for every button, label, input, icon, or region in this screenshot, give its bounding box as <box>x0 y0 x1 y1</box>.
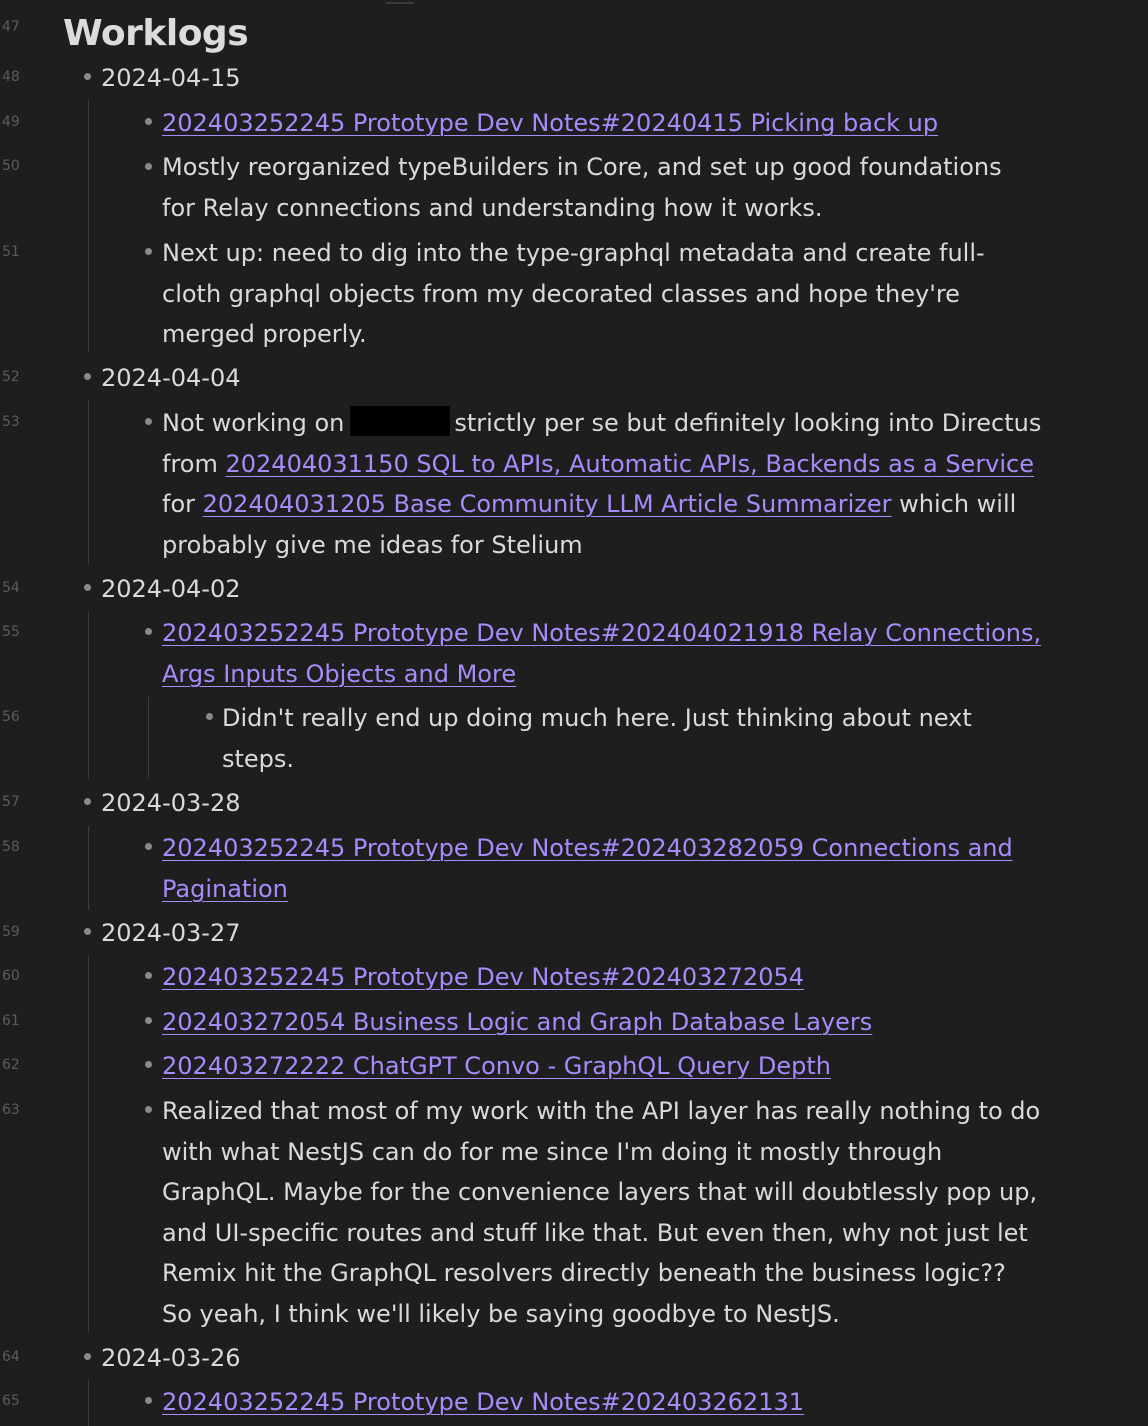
indent-guide <box>88 826 89 910</box>
line-number: 54 <box>2 580 20 596</box>
line-number: 57 <box>2 794 20 810</box>
bullet-icon[interactable] <box>145 163 152 170</box>
line-number: 62 <box>2 1057 20 1073</box>
bullet-icon[interactable] <box>145 418 152 425</box>
text-span: Not working on <box>162 409 345 437</box>
internal-link[interactable]: 202403252245 Prototype Dev Notes#202403262131 <box>162 1388 805 1416</box>
list-item: Realized that most of my work with the API layer has really nothing to do with what NestJS can do for me since I'm doing it mostly through GraphQL. Maybe for the convenience layers that will doubtlessly pop up, and UI-specific routes and stuff like that. But even then, why not just let Remix hit the GraphQL resolvers directly beneath the business logic?? So yeah, I think we'll likely be saying goodbye to NestJS. <box>162 1097 1041 1328</box>
text-span: strictly per se but definitely looking into Directus from <box>162 409 1042 478</box>
bullet-icon[interactable] <box>145 972 152 979</box>
line-number: 50 <box>2 158 20 174</box>
line-number: 58 <box>2 839 20 855</box>
previous-line-fragment <box>386 0 414 4</box>
list-item <box>162 1002 1042 1043</box>
line-number: 61 <box>2 1013 20 1029</box>
line-number: 56 <box>2 709 20 725</box>
bullet-icon[interactable] <box>84 373 91 380</box>
bullet-icon[interactable] <box>145 1397 152 1404</box>
list-item: Next up: need to dig into the type-graphql metadata and create full-cloth graphql objects from my decorated classes and hope they're merged properly. <box>162 239 985 348</box>
date-entry: 2024-03-27 <box>101 919 241 947</box>
line-number: 47 <box>2 19 20 35</box>
date-entry: 2024-04-04 <box>101 364 241 392</box>
bullet-icon[interactable] <box>84 584 91 591</box>
internal-link[interactable]: 202404031150 SQL to APIs, Automatic APIs, Backends as a Service <box>225 449 1035 478</box>
bullet-icon[interactable] <box>145 1017 152 1024</box>
line-number: 51 <box>2 244 20 260</box>
line-number: 64 <box>2 1349 20 1365</box>
bullet-icon[interactable] <box>84 798 91 805</box>
list-item <box>162 1382 1042 1423</box>
bullet-icon[interactable] <box>145 1106 152 1113</box>
list-item <box>162 1046 1042 1087</box>
list-item <box>162 403 1042 565</box>
bullet-icon[interactable] <box>84 1353 91 1360</box>
bullet-icon[interactable] <box>145 843 152 850</box>
line-number: 48 <box>2 69 20 85</box>
line-number: 60 <box>2 968 20 984</box>
list-item: Didn't really end up doing much here. Just thinking about next steps. <box>222 704 972 773</box>
bullet-icon[interactable] <box>145 118 152 125</box>
internal-link[interactable]: 202403252245 Prototype Dev Notes#202403282059 Connections and Pagination <box>162 834 1013 903</box>
internal-link[interactable]: 202403272222 ChatGPT Convo - GraphQL Query Depth <box>162 1052 831 1080</box>
date-entry: 2024-03-26 <box>101 1344 241 1372</box>
indent-guide <box>148 697 149 779</box>
line-number: 63 <box>2 1102 20 1118</box>
indent-guide <box>88 400 89 565</box>
internal-link[interactable]: 202403252245 Prototype Dev Notes#202403272054 <box>162 963 805 991</box>
bullet-icon[interactable] <box>145 248 152 255</box>
list-item <box>162 957 1042 998</box>
list-item: Mostly reorganized typeBuilders in Core, and set up good foundations for Relay connections and understanding how it works. <box>162 153 1002 222</box>
line-number: 59 <box>2 924 20 940</box>
date-entry: 2024-04-02 <box>101 575 241 603</box>
list-item <box>162 828 1042 909</box>
line-number: 55 <box>2 624 20 640</box>
date-entry: 2024-03-28 <box>101 789 241 817</box>
bullet-icon[interactable] <box>145 628 152 635</box>
page-heading: Worklogs <box>63 13 249 54</box>
line-number: 49 <box>2 114 20 130</box>
list-item <box>162 613 1042 694</box>
internal-link[interactable]: 202403252245 Prototype Dev Notes#202404021918 Relay Connections, Args Inputs Objects and More <box>162 619 1042 688</box>
indent-guide <box>88 955 89 1333</box>
indent-guide <box>88 611 89 779</box>
bullet-icon[interactable] <box>84 73 91 80</box>
internal-link[interactable]: 202403252245 Prototype Dev Notes#20240415 Picking back up <box>162 109 939 137</box>
internal-link[interactable]: 202403272054 Business Logic and Graph Database Layers <box>162 1008 873 1036</box>
bullet-icon[interactable] <box>145 1061 152 1068</box>
list-item <box>162 103 1042 144</box>
indent-guide <box>88 1380 89 1426</box>
date-entry: 2024-04-15 <box>101 64 241 92</box>
line-number: 52 <box>2 369 20 385</box>
text-span: which will probably give me ideas for Stelium <box>162 490 1017 559</box>
line-number: 53 <box>2 414 20 430</box>
line-number: 65 <box>2 1393 20 1409</box>
bullet-icon[interactable] <box>84 928 91 935</box>
redacted-block <box>350 406 450 436</box>
internal-link[interactable]: 202404031205 Base Community LLM Article Summarizer <box>202 490 892 518</box>
text-span: for <box>162 490 195 518</box>
bullet-icon[interactable] <box>206 713 213 720</box>
indent-guide <box>88 100 89 352</box>
